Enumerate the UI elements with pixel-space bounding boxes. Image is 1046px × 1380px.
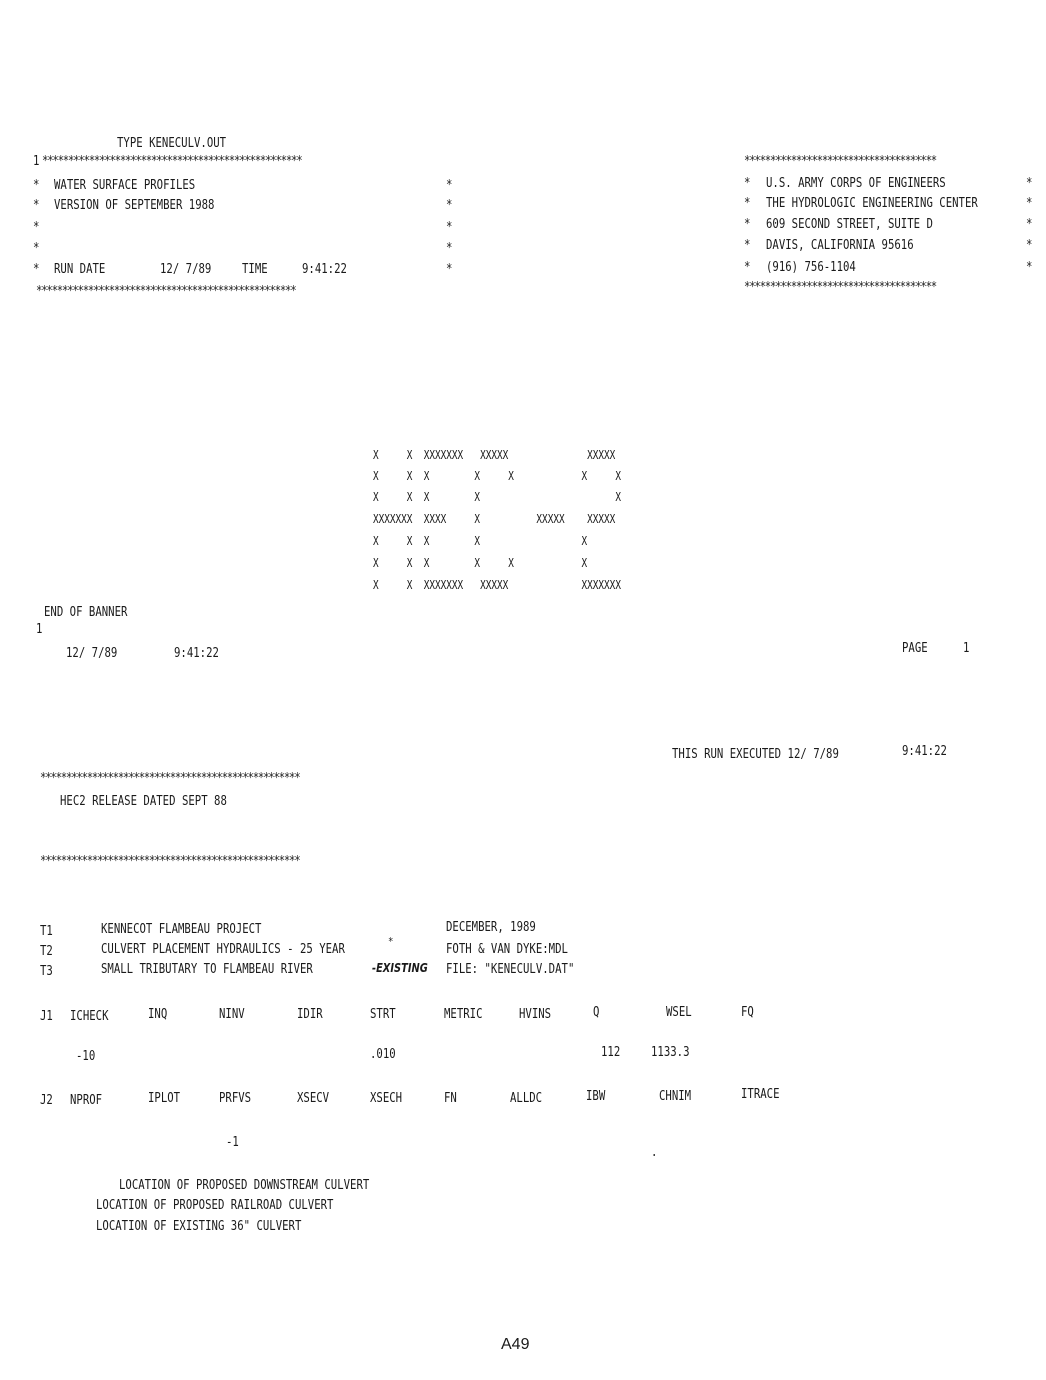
banner-row: X X XXXXXXX XXXXX XXXXX	[373, 448, 616, 462]
run-date-label: RUN DATE	[54, 262, 106, 277]
j2-header: CHNIM	[659, 1089, 692, 1104]
location-note: LOCATION OF PROPOSED DOWNSTREAM CULVERT	[119, 1178, 370, 1193]
agency-line-2: THE HYDROLOGIC ENGINEERING CENTER	[766, 196, 978, 211]
separator-stars: **************************************************	[40, 771, 300, 786]
box-left-edge: *	[33, 178, 40, 193]
j1-header: METRIC	[444, 1007, 483, 1022]
j2-header: XSECH	[370, 1091, 403, 1106]
t3-text: SMALL TRIBUTARY TO FLAMBEAU RIVER	[101, 962, 313, 977]
j2-header: FN	[444, 1091, 457, 1106]
t3-code: T3	[40, 964, 53, 979]
hec2-release: HEC2 RELEASE DATED SEPT 88	[60, 794, 227, 809]
banner-row: X X XXXXXXX XXXXX XXXXXXX	[373, 578, 621, 592]
banner-row: X X X X X X X	[373, 469, 621, 483]
box-bottom-border: **************************************************	[36, 284, 296, 299]
j2-header: ITRACE	[741, 1087, 780, 1102]
t1-right: DECEMBER, 1989	[446, 920, 536, 935]
page-label: PAGE	[902, 641, 928, 656]
t1-text: KENNECOT FLAMBEAU PROJECT	[101, 922, 262, 937]
box-top-border: **************************************************	[42, 154, 302, 169]
j1-wsel: 1133.3	[651, 1045, 690, 1060]
handwritten-existing: -EXISTING	[372, 961, 428, 975]
j2-header: IBW	[586, 1089, 606, 1104]
j1-header: HVINS	[519, 1007, 552, 1022]
end-of-banner: END OF BANNER	[44, 605, 128, 620]
j1-header: IDIR	[297, 1007, 323, 1022]
box-right-edge: *	[1026, 217, 1033, 232]
run-time: 9:41:22	[302, 262, 347, 277]
box-right-edge: *	[1026, 238, 1033, 253]
run-date: 12/ 7/89	[160, 262, 212, 277]
page-footer: A49	[501, 1336, 530, 1353]
j1-header: ICHECK	[70, 1009, 109, 1024]
j1-header: WSEL	[666, 1005, 692, 1020]
t3-right: FILE: "KENECULV.DAT"	[446, 962, 575, 977]
box-left-edge: *	[744, 196, 751, 211]
t2-text: CULVERT PLACEMENT HYDRAULICS - 25 YEAR	[101, 942, 345, 957]
command-line: TYPE KENECULV.OUT	[117, 136, 227, 151]
run-executed-time: 9:41:22	[902, 744, 947, 759]
banner-row: X X X X X	[373, 490, 621, 504]
agency-line-5: (916) 756-1104	[766, 260, 856, 275]
program-version: VERSION OF SEPTEMBER 1988	[54, 198, 215, 213]
j2-header: XSECV	[297, 1091, 330, 1106]
j2-prfvs: -1	[226, 1135, 239, 1150]
j2-header: PRFVS	[219, 1091, 252, 1106]
program-name: WATER SURFACE PROFILES	[54, 178, 196, 193]
j2-header: ALLDC	[510, 1091, 543, 1106]
page-number: 1	[963, 641, 970, 656]
banner-row: X X X X X X	[373, 556, 588, 570]
box-left-edge: *	[744, 217, 751, 232]
handwritten-mark: *	[388, 935, 394, 948]
j1-header: Q	[593, 1005, 600, 1020]
j1-header: FQ	[741, 1005, 754, 1020]
separator-stars: **************************************************	[40, 854, 300, 869]
box-right-edge: *	[1026, 196, 1033, 211]
j1-header: STRT	[370, 1007, 396, 1022]
box-left-edge: *	[33, 262, 40, 277]
j1-header: INQ	[148, 1007, 168, 1022]
agency-line-3: 609 SECOND STREET, SUITE D	[766, 217, 933, 232]
j1-strt: .010	[370, 1047, 396, 1062]
box-right-edge: *	[1026, 176, 1033, 191]
box-right-edge: *	[446, 178, 453, 193]
box-left-edge: *	[744, 238, 751, 253]
j1-q: 112	[601, 1045, 621, 1060]
box-left-edge: *	[33, 241, 40, 256]
j1-header: NINV	[219, 1007, 245, 1022]
box-left-edge: *	[744, 176, 751, 191]
box-left-edge: *	[33, 198, 40, 213]
page-marker: 1	[36, 622, 43, 637]
j2-code: J2	[40, 1093, 53, 1108]
listing-time: 9:41:22	[174, 646, 219, 661]
box-bottom-border: *************************************	[744, 280, 936, 295]
location-note: LOCATION OF EXISTING 36" CULVERT	[96, 1219, 302, 1234]
t1-code: T1	[40, 924, 53, 939]
j1-icheck: -10	[76, 1049, 96, 1064]
box-right-edge: *	[446, 241, 453, 256]
box-top-border: *************************************	[744, 154, 936, 169]
box-left-edge: *	[33, 220, 40, 235]
time-label: TIME	[242, 262, 268, 277]
stray-dot: .	[651, 1145, 658, 1160]
t2-code: T2	[40, 944, 53, 959]
t2-right: FOTH & VAN DYKE:MDL	[446, 942, 568, 957]
box-right-edge: *	[1026, 260, 1033, 275]
j2-header: NPROF	[70, 1093, 103, 1108]
listing-date: 12/ 7/89	[66, 646, 118, 661]
j2-header: IPLOT	[148, 1091, 181, 1106]
run-executed: THIS RUN EXECUTED 12/ 7/89	[672, 747, 839, 762]
box-right-edge: *	[446, 220, 453, 235]
agency-line-4: DAVIS, CALIFORNIA 95616	[766, 238, 914, 253]
box-left-edge: *	[744, 260, 751, 275]
box-right-edge: *	[446, 262, 453, 277]
location-note: LOCATION OF PROPOSED RAILROAD CULVERT	[96, 1198, 334, 1213]
box-right-edge: *	[446, 198, 453, 213]
agency-line-1: U.S. ARMY CORPS OF ENGINEERS	[766, 176, 946, 191]
banner-row: XXXXXXX XXXX X XXXXX XXXXX	[373, 512, 616, 526]
box-lead-digit: 1	[33, 154, 40, 169]
j1-code: J1	[40, 1009, 53, 1024]
banner-row: X X X X X	[373, 534, 588, 548]
